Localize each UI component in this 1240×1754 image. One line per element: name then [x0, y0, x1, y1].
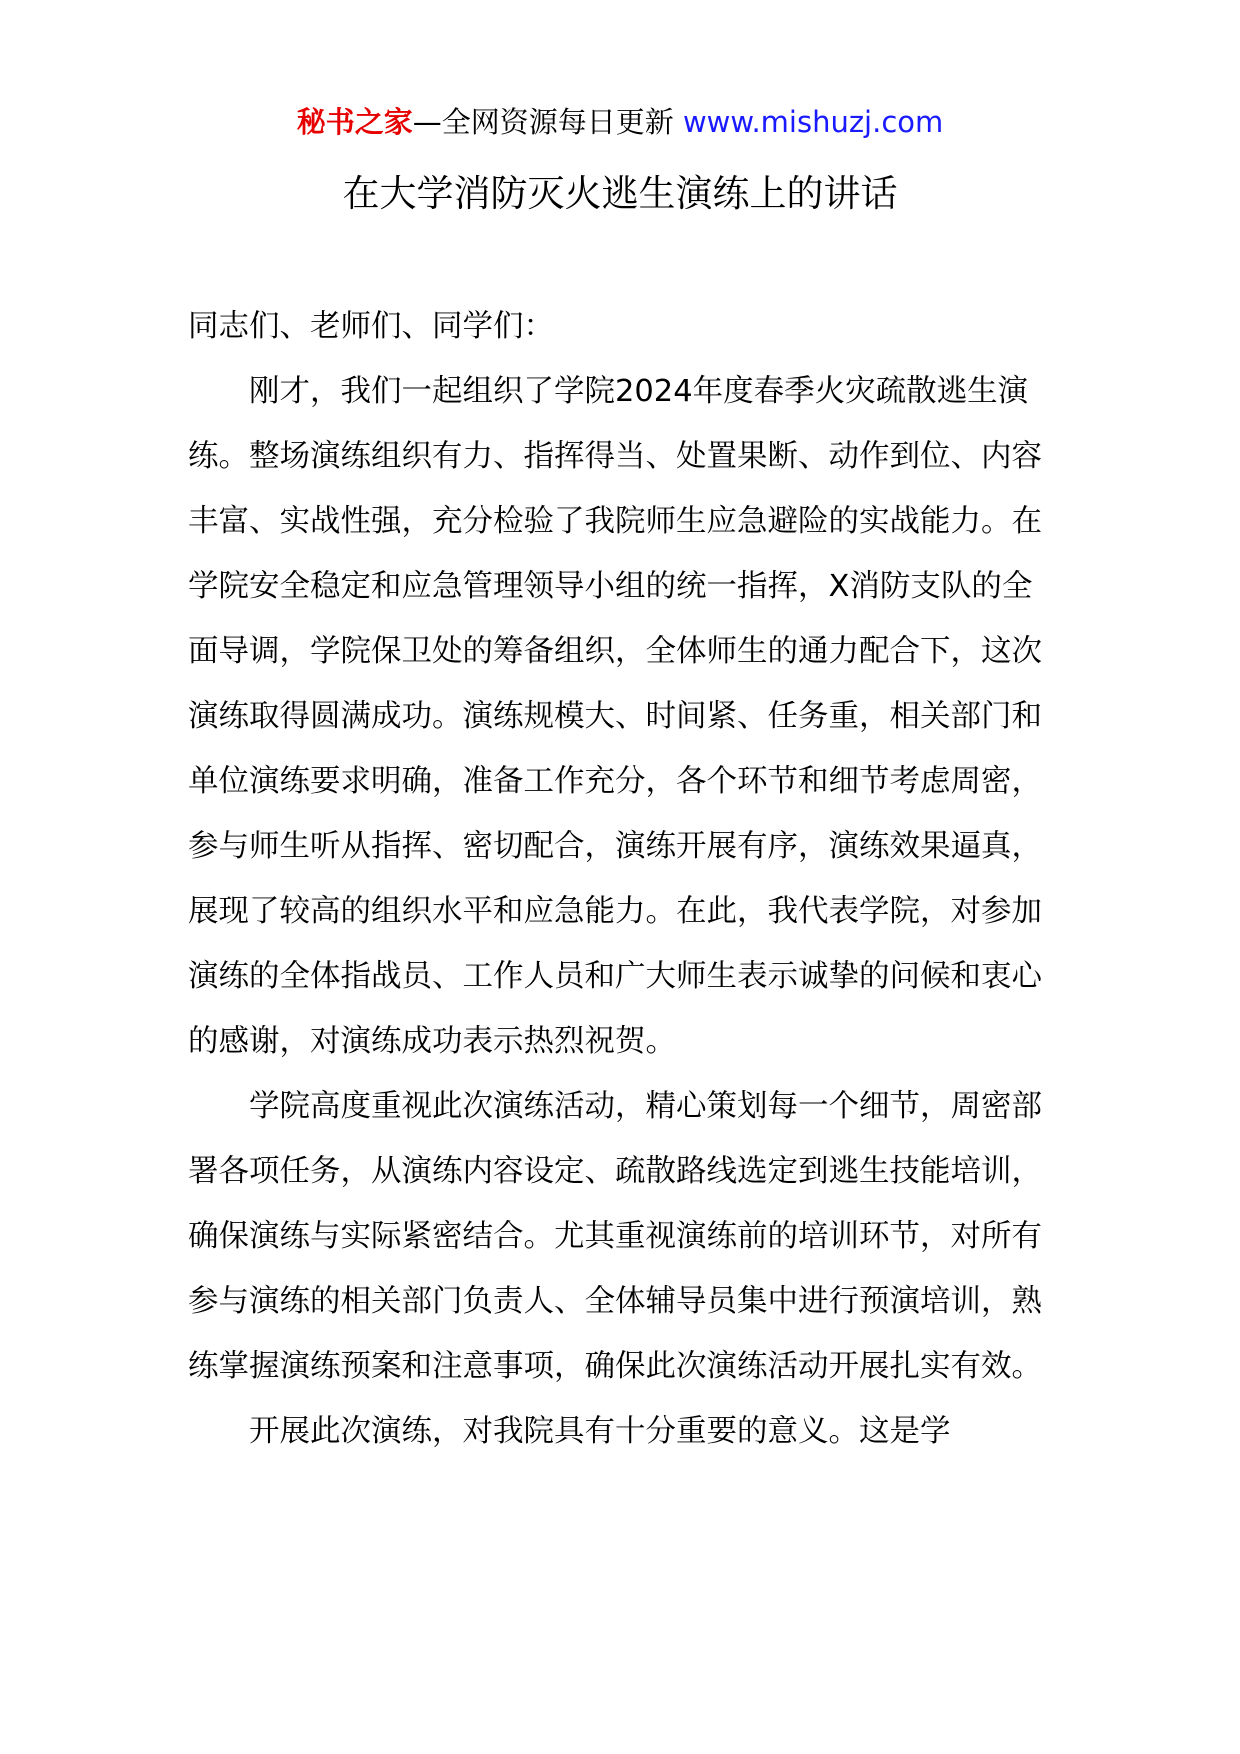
paragraph-3: 开展此次演练，对我院具有十分重要的意义。这是学 — [249, 1414, 951, 1449]
document-title: 在大学消防灭火逃生演练上的讲话 — [342, 172, 898, 215]
paragraph-1: 刚才，我们一起组织了学院2024年度春季火灾疏散逃生演练。整场演练组织有力、指挥得当、处置果断、动作到位、内容丰富、实战性强，充分检验了我院师生应急避险的实战能力。在学院安全稳定和应急管理领导小组的统一指挥，X消防支队的全面导调，学院保卫处的筹备组织，全体师生的通力配合下，这次演练取得圆满成功。演练规模大、时间紧、任务重，相关部门和单位演练要求明确，准备工作充分，各个环节和细节考虑周密，参与师生听从指挥、密切配合，演练开展有序，演练效果逼真，展现了较高的组织水平和应急能力。在此，我代表学院，对参加演练的全体指战员、工作人员和广大师生表示诚挚的问候和衷心的感谢，对演练成功表示热烈祝贺。 — [188, 374, 1042, 1059]
site-url-link[interactable]: www.mishuzj.com — [682, 105, 944, 139]
brand-name: 秘书之家 — [296, 105, 413, 139]
paragraph-2: 学院高度重视此次演练活动，精心策划每一个细节，周密部署各项任务，从演练内容设定、疏散路线选定到逃生技能培训，确保演练与实际紧密结合。尤其重视演练前的培训环节，对所有参与演练的相关部门负责人、全体辅导员集中进行预演培训，熟练掌握演练预案和注意事项，确保此次演练活动开展扎实有效。 — [188, 1089, 1042, 1384]
site-header — [0, 100, 1240, 144]
salutation: 同志们、老师们、同学们： — [188, 309, 554, 344]
document-body — [188, 294, 1056, 1464]
header-tagline: —全网资源每日更新 — [412, 105, 683, 139]
